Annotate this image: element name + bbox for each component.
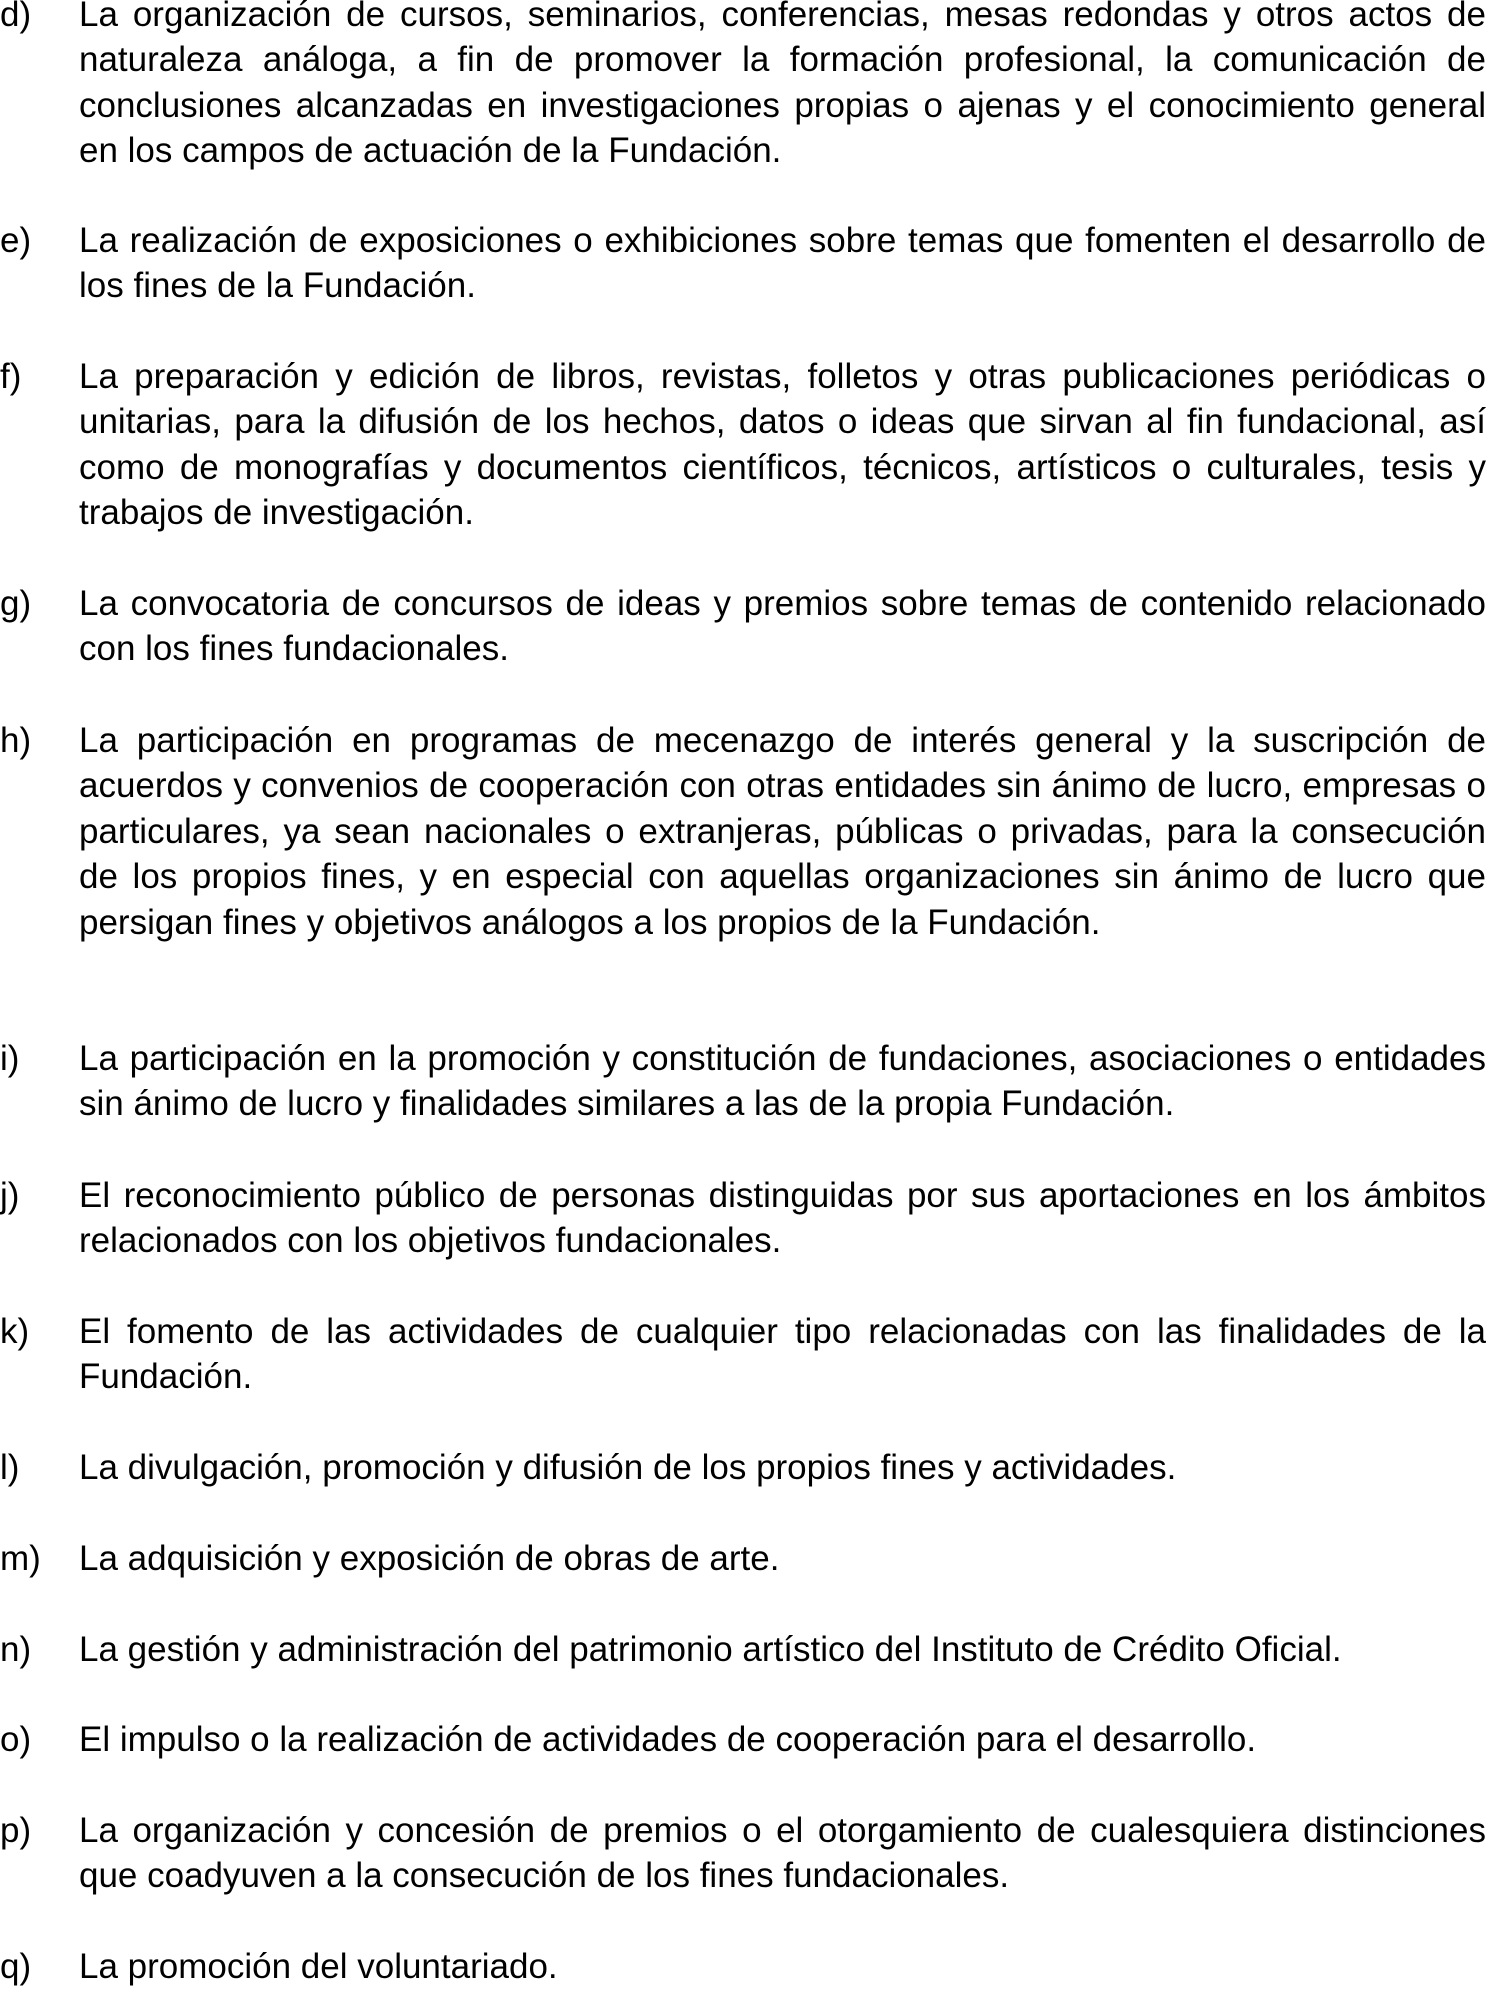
list-item-text: El impulso o la realización de actividades de cooperación para el desarrollo.	[79, 1720, 1257, 1759]
list-item-text: La participación en programas de mecenazgo de interés general y la suscripción de acuerdos y convenios de cooperación con otras entidades sin ánimo de lucro, empresas o particulares, ya sean nacionales o extranjeras, públicas o privadas, para la consecución de los propios fines, y en especial con aquellas organizaciones sin ánimo de lucro que persigan fines y objetivos análogos a los propios de la Fundación.	[79, 721, 1486, 942]
list-marker: j)	[0, 1176, 20, 1215]
list-item-text: La gestión y administración del patrimonio artístico del Instituto de Crédito Oficial.	[79, 1630, 1342, 1669]
list-marker: e)	[0, 221, 32, 260]
list-marker: g)	[0, 584, 32, 623]
list-item-text: La realización de exposiciones o exhibiciones sobre temas que fomenten el desarrollo de los fines de la Fundación.	[79, 221, 1486, 306]
list-item-text: La preparación y edición de libros, revistas, folletos y otras publicaciones periódicas o unitarias, para la difusión de los hechos, datos o ideas que sirvan al fin fundacional, así como de monografías y documentos científicos, técnicos, artísticos o culturales, tesis y trabajos de investigación.	[79, 357, 1486, 533]
list-marker: k)	[0, 1312, 30, 1351]
list-marker: d)	[0, 0, 32, 34]
list-item-text: La promoción del voluntariado.	[79, 1947, 558, 1986]
list-item-text: La adquisición y exposición de obras de arte.	[79, 1539, 780, 1578]
list-marker: p)	[0, 1811, 32, 1850]
list-marker: f)	[0, 357, 22, 396]
list-item-text: La divulgación, promoción y difusión de los propios fines y actividades.	[79, 1448, 1177, 1487]
list-marker: l)	[0, 1448, 20, 1487]
list-marker: m)	[0, 1539, 41, 1578]
list-marker: n)	[0, 1630, 32, 1669]
list-marker: i)	[0, 1039, 20, 1078]
list-item-text: La participación en la promoción y constitución de fundaciones, asociaciones o entidades sin ánimo de lucro y finalidades similares a las de la propia Fundación.	[79, 1039, 1486, 1124]
list-marker: q)	[0, 1947, 32, 1986]
list-item-text: El reconocimiento público de personas distinguidas por sus aportaciones en los ámbitos relacionados con los objetivos fundacionales.	[79, 1176, 1486, 1261]
list-marker: h)	[0, 721, 32, 760]
list-item-text: La organización y concesión de premios o el otorgamiento de cualesquiera distinciones que coadyuven a la consecución de los fines fundacionales.	[79, 1811, 1486, 1896]
list-item-text: La convocatoria de concursos de ideas y premios sobre temas de contenido relacionado con los fines fundacionales.	[79, 584, 1486, 669]
list-item-text: El fomento de las actividades de cualquier tipo relacionadas con las finalidades de la Fundación.	[79, 1312, 1486, 1397]
list-marker: o)	[0, 1720, 32, 1759]
list-item-text: La organización de cursos, seminarios, conferencias, mesas redondas y otros actos de naturaleza análoga, a fin de promover la formación profesional, la comunicación de conclusiones alcanzadas en investigaciones propias o ajenas y el conocimiento general en los campos de actuación de la Fundación.	[79, 0, 1486, 171]
